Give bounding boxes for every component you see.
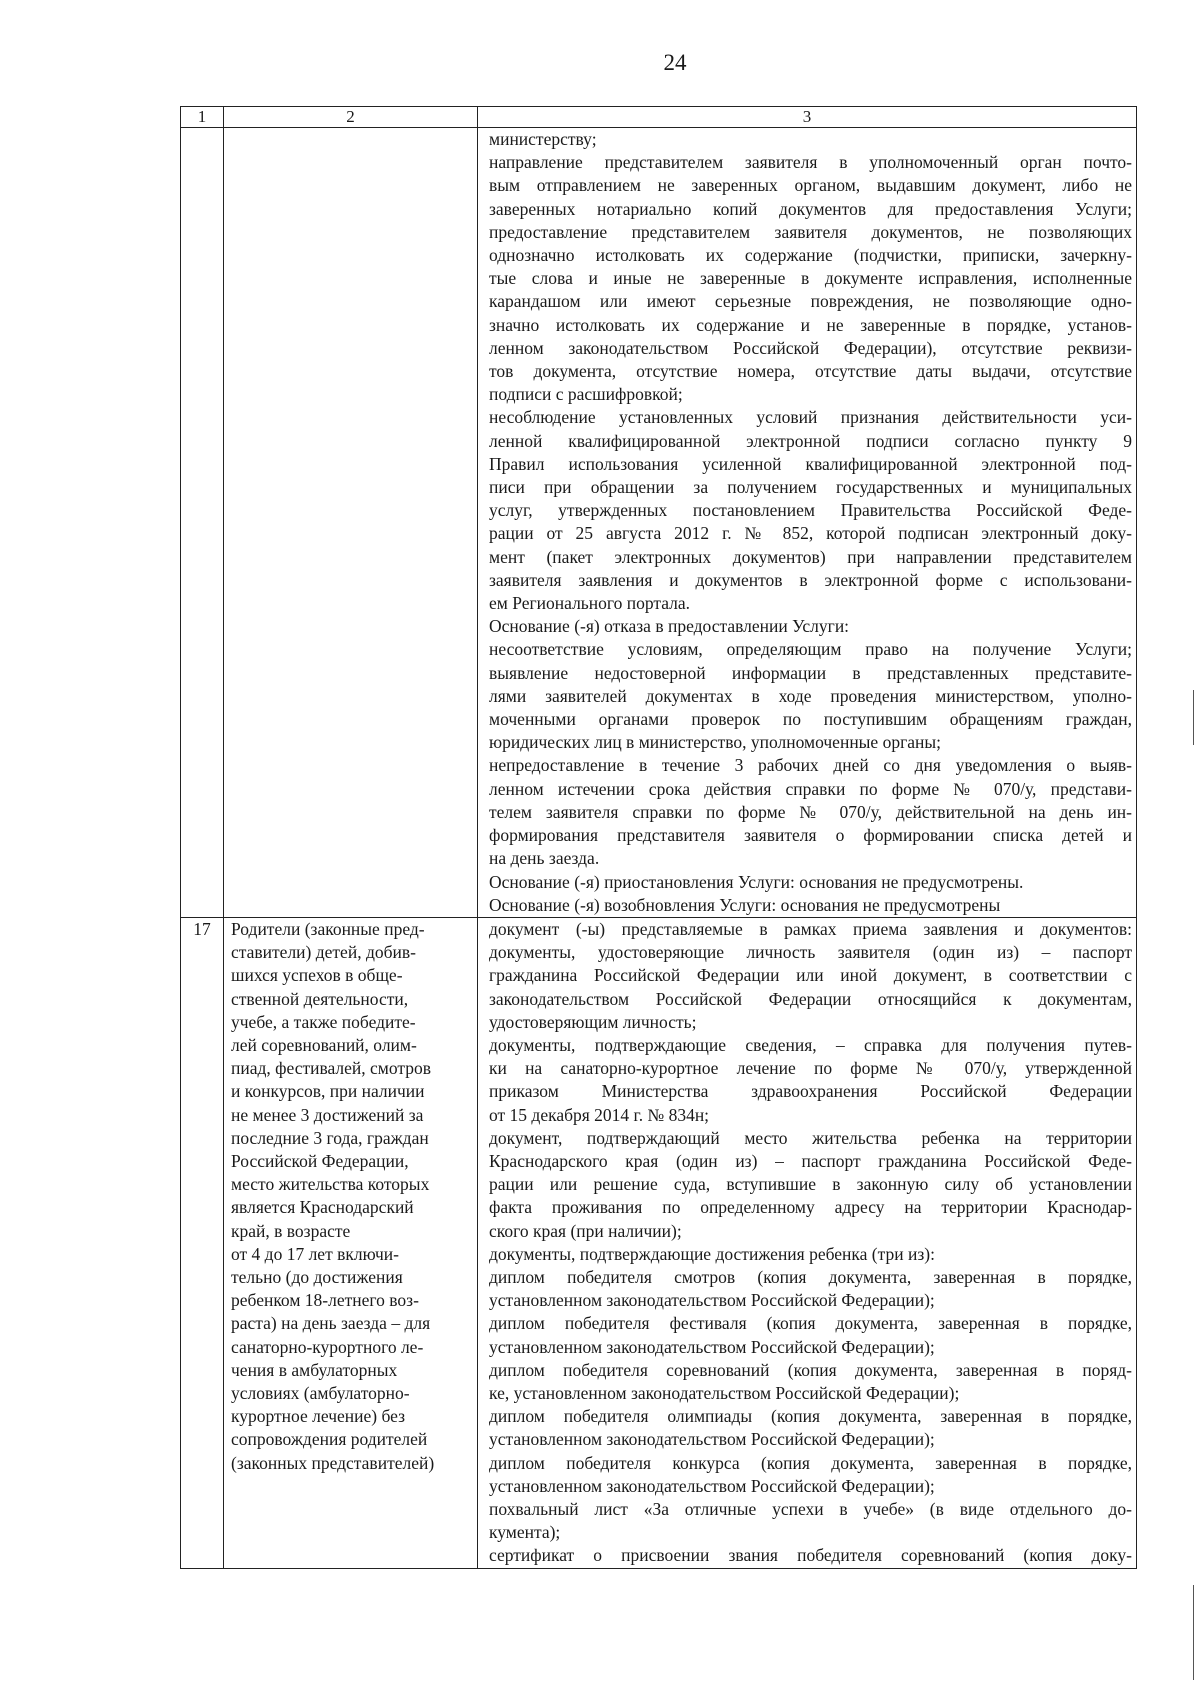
text-line: диплом победителя соревнований (копия документа, заверенная в поряд-: [489, 1359, 1132, 1380]
text-line: ленной квалифицированной электронной подписи согласно пункту 9: [489, 430, 1132, 451]
text-line: ленном истечении срока действия справки по форме № 070/у, представи-: [489, 778, 1132, 799]
text-line: ского края (при наличии);: [489, 1220, 682, 1241]
text-line: несоблюдение установленных условий признания действительности уси-: [489, 407, 1132, 428]
text-line: удостоверяющим личность;: [489, 1011, 697, 1032]
text-line: гражданина Российской Федерации или иной документ, в соответствии с: [489, 965, 1132, 986]
text-line: Правил использования усиленной квалифицированной электронной под-: [489, 453, 1132, 474]
text-line: тов документа, отсутствие номера, отсутствие даты выдачи, отсутствие: [489, 361, 1132, 382]
table-header-row: [181, 107, 1137, 128]
requirements-table: [180, 106, 1137, 1569]
text-line: место жительства которых: [231, 1174, 430, 1195]
text-line: подписи с расшифровкой;: [489, 384, 683, 405]
text-line: край, в возрасте: [231, 1220, 351, 1241]
row-description-cell: [224, 128, 478, 918]
text-line: Основание (-я) возобновления Услуги: основания не предусмотрены: [489, 894, 1001, 915]
text-line: значно истолковать их содержание и не заверенные в порядке, установ-: [489, 314, 1132, 335]
text-line: тые слова и иные не заверенные в документе исправления, исполненные: [489, 268, 1132, 289]
text-line: последние 3 года, граждан: [231, 1127, 429, 1148]
text-line: факта проживания по определенному адресу на территории Краснодар-: [489, 1197, 1132, 1218]
text-line: сопровождения родителей: [231, 1429, 428, 1450]
table-row-17: [181, 917, 1137, 1568]
text-line: ки на санаторно-курортное лечение по форме № 070/у, утвержденной: [489, 1058, 1132, 1079]
text-line: выявление недостоверной информации в представленных представите-: [489, 662, 1132, 683]
text-line: от 4 до 17 лет включи-: [231, 1243, 399, 1264]
text-line: не менее 3 достижений за: [231, 1104, 424, 1125]
row-number-cell: 17: [181, 917, 224, 1568]
text-line: диплом победителя фестиваля (копия документа, заверенная в порядке,: [489, 1313, 1132, 1334]
text-line: похвальный лист «За отличные успехи в учебе» (в виде отдельного до-: [489, 1498, 1132, 1519]
text-line: моченными органами проверок по поступившим обращениям граждан,: [489, 709, 1132, 730]
text-line: учебе, а также победите-: [231, 1011, 416, 1032]
scan-margin-mark: [1193, 1585, 1194, 1680]
text-line: законодательством Российской Федерации относящийся к документам,: [489, 988, 1132, 1009]
text-line: Краснодарского края (один из) – паспорт гражданина Российской Феде-: [489, 1150, 1132, 1171]
text-line: лями заявителей документах в ходе проведения министерством, уполно-: [489, 685, 1132, 706]
text-line: заверенных нотариально копий документов для предоставления Услуги;: [489, 198, 1132, 219]
text-line: писи при обращении за получением государственных и муниципальных: [489, 477, 1132, 498]
text-line: раста) на день заезда – для: [231, 1313, 431, 1334]
text-line: лей соревнований, олим-: [231, 1034, 417, 1055]
text-line: непредоставление в течение 3 рабочих дней со дня уведомления о выяв-: [489, 755, 1132, 776]
text-line: условиях (амбулаторно-: [231, 1382, 410, 1403]
scan-margin-mark: [1193, 690, 1194, 745]
text-line: однозначно истолковать их содержание (подчистки, приписки, зачеркну-: [489, 245, 1132, 266]
text-line: формирования представителя заявителя о формировании списка детей и: [489, 825, 1132, 846]
text-line: Российской Федерации,: [231, 1150, 409, 1171]
text-line: мент (пакет электронных документов) при направлении представителем: [489, 546, 1132, 567]
text-line: рации или решение суда, вступившие в законную силу об установлении: [489, 1174, 1132, 1195]
text-line: ем Регионального портала.: [489, 593, 691, 614]
text-line: диплом победителя конкурса (копия документа, заверенная в порядке,: [489, 1452, 1132, 1473]
text-line: диплом победителя смотров (копия документа, заверенная в порядке,: [489, 1266, 1132, 1287]
text-line: Родители (законные пред-: [231, 918, 425, 939]
text-line: документ, подтверждающий место жительства ребенка на территории: [489, 1127, 1132, 1148]
text-line: карандашом или имеют серьезные повреждения, не позволяющие одно-: [489, 291, 1132, 312]
text-line: шихся успехов в обще-: [231, 965, 403, 986]
text-line: (законных представителей): [231, 1452, 435, 1473]
text-line: тельно (до достижения: [231, 1266, 403, 1287]
row-content-cell: [478, 128, 1137, 918]
text-line: Основание (-я) приостановления Услуги: основания не предусмотрены.: [489, 871, 1024, 892]
text-line: документы, удостоверяющие личность заявителя (один из) – паспорт: [489, 942, 1132, 963]
text-line: сертификат о присвоении звания победителя соревнований (копия доку-: [489, 1545, 1132, 1566]
text-line: документы, подтверждающие сведения, – справка для получения путев-: [489, 1034, 1132, 1055]
text-line: услуг, утвержденных постановлением Правительства Российской Феде-: [489, 500, 1132, 521]
text-line: ленном законодательством Российской Федерации), отсутствие реквизи-: [489, 337, 1132, 358]
text-line: несоответствие условиям, определяющим право на получение Услуги;: [489, 639, 1132, 660]
text-line: юридических лиц в министерство, уполномоченные органы;: [489, 732, 942, 753]
text-line: вым отправлением не заверенных органом, выдавшим документ, либо не: [489, 175, 1132, 196]
text-line: чения в амбулаторных: [231, 1359, 398, 1380]
text-line: ребенком 18-летнего воз-: [231, 1290, 419, 1311]
text-line: санаторно-курортного ле-: [231, 1336, 424, 1357]
text-line: от 15 декабря 2014 г. № 834н;: [489, 1104, 710, 1125]
text-line: рации от 25 августа 2012 г. № 852, которой подписан электронный доку-: [489, 523, 1132, 544]
text-line: документ (-ы) представляемые в рамках приема заявления и документов:: [489, 918, 1132, 939]
row-content-cell: [478, 917, 1137, 1568]
row-number-cell: [181, 128, 224, 918]
text-line: ственной деятельности,: [231, 988, 409, 1009]
text-line: пиад, фестивалей, смотров: [231, 1058, 432, 1079]
text-line: диплом победителя олимпиады (копия документа, заверенная в порядке,: [489, 1406, 1132, 1427]
text-line: установленном законодательством Российской Федерации);: [489, 1475, 935, 1496]
text-line: установленном законодательством Российской Федерации);: [489, 1290, 935, 1311]
text-line: и конкурсов, при наличии: [231, 1081, 425, 1102]
text-line: на день заезда.: [489, 848, 600, 869]
text-line: ставители) детей, добив-: [231, 942, 416, 963]
text-line: предоставление представителем заявителя документов, не позволяющих: [489, 221, 1132, 242]
text-line: приказом Министерства здравоохранения Российской Федерации: [489, 1081, 1132, 1102]
text-line: телем заявителя справки по форме № 070/у, действительной на день ин-: [489, 801, 1132, 822]
text-line: является Краснодарский: [231, 1197, 414, 1218]
table-row-continuation: [181, 128, 1137, 918]
text-line: Основание (-я) отказа в предоставлении Услуги:: [489, 616, 850, 637]
text-line: направление представителем заявителя в уполномоченный орган почто-: [489, 152, 1132, 173]
text-line: министерству;: [489, 129, 597, 149]
text-line: установленном законодательством Российской Федерации);: [489, 1429, 935, 1450]
header-col-3: 3: [478, 107, 1137, 128]
text-line: заявителя заявления и документов в электронной форме с использовани-: [489, 569, 1132, 590]
header-col-1: 1: [181, 107, 224, 128]
page-number: 24: [663, 50, 687, 75]
row-description-cell: [224, 917, 478, 1568]
text-line: курортное лечение) без: [231, 1406, 406, 1427]
text-line: ке, установленном законодательством Российской Федерации);: [489, 1382, 960, 1403]
text-line: кумента);: [489, 1522, 561, 1543]
text-line: установленном законодательством Российской Федерации);: [489, 1336, 935, 1357]
text-line: документы, подтверждающие достижения ребенка (три из):: [489, 1243, 935, 1264]
header-col-2: 2: [224, 107, 478, 128]
